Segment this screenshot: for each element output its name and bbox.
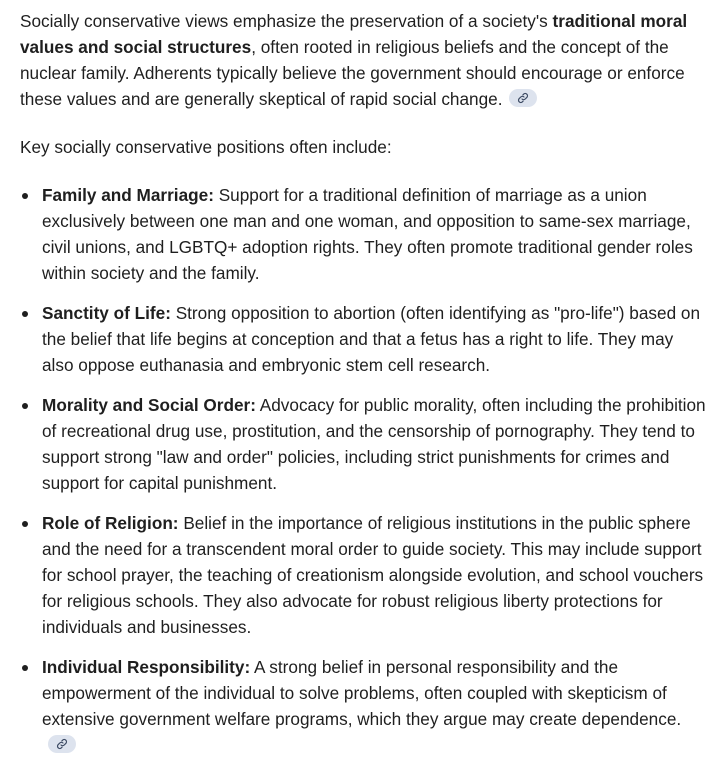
intro-text-rest: , often rooted in religious beliefs and the concept of the nuclear family. Adherents typically believe the government should encourage or enforce these values and are generally skeptical of rapid social change.: [20, 37, 685, 109]
bullet-icon: [22, 403, 28, 409]
list-item-text: Support for a traditional definition of marriage as a union exclusively between one man and one woman, and opposition to same-sex marriage, civil unions, and LGBTQ+ adoption rights. They often promote traditional gender roles within society and the family.: [42, 185, 693, 283]
list-item-text: Belief in the importance of religious institutions in the public sphere and the need for a transcendent moral order to guide society. This may include support for school prayer, the teaching of creationism alongside evolution, and school vouchers for religious schools. They also advocate for robust religious liberty protections for individuals and businesses.: [42, 513, 704, 637]
bullet-icon: [22, 521, 28, 527]
list-item-title: Morality and Social Order:: [42, 395, 256, 415]
response-content: [20, 8, 708, 772]
list-item-text: A strong belief in personal responsibility and the empowerment of the individual to solve problems, often coupled with skepticism of extensive government welfare programs, which they argue may create dependence.: [42, 657, 682, 729]
list-lead: Key socially conservative positions often include:: [20, 137, 392, 157]
bullet-icon: [22, 193, 28, 199]
link-icon: [56, 738, 68, 750]
source-link-chip[interactable]: [509, 89, 537, 107]
link-icon: [517, 92, 529, 104]
list-item-text: Strong opposition to abortion (often identifying as "pro-life") based on the belief that life begins at conception and that a fetus has a right to life. They may also oppose euthanasia and embryonic stem cell research.: [42, 303, 701, 375]
list-item-sanctity-of-life: [20, 300, 708, 378]
list-item-individual-responsibility: [20, 654, 708, 758]
list-item-role-of-religion: [20, 510, 708, 640]
intro-paragraph: [20, 8, 708, 112]
list-item-family-and-marriage: [20, 182, 708, 286]
list-item-text: Advocacy for public morality, often including the prohibition of recreational drug use, prostitution, and the censorship of pornography. They tend to support strong "law and order" policies, including strict punishments for crimes and support for capital punishment.: [42, 395, 706, 493]
list-item-title: Family and Marriage:: [42, 185, 214, 205]
intro-text: Socially conservative views emphasize the preservation of a society's: [20, 11, 553, 31]
bullet-icon: [22, 665, 28, 671]
bullet-icon: [22, 311, 28, 317]
intro-bold-text: traditional moral values and social structures: [20, 11, 688, 57]
list-item-title: Individual Responsibility:: [42, 657, 251, 677]
list-item-morality-and-social-order: [20, 392, 708, 496]
positions-list: [20, 182, 708, 758]
list-item-title: Role of Religion:: [42, 513, 179, 533]
source-link-chip[interactable]: [48, 735, 76, 753]
list-item-title: Sanctity of Life:: [42, 303, 171, 323]
